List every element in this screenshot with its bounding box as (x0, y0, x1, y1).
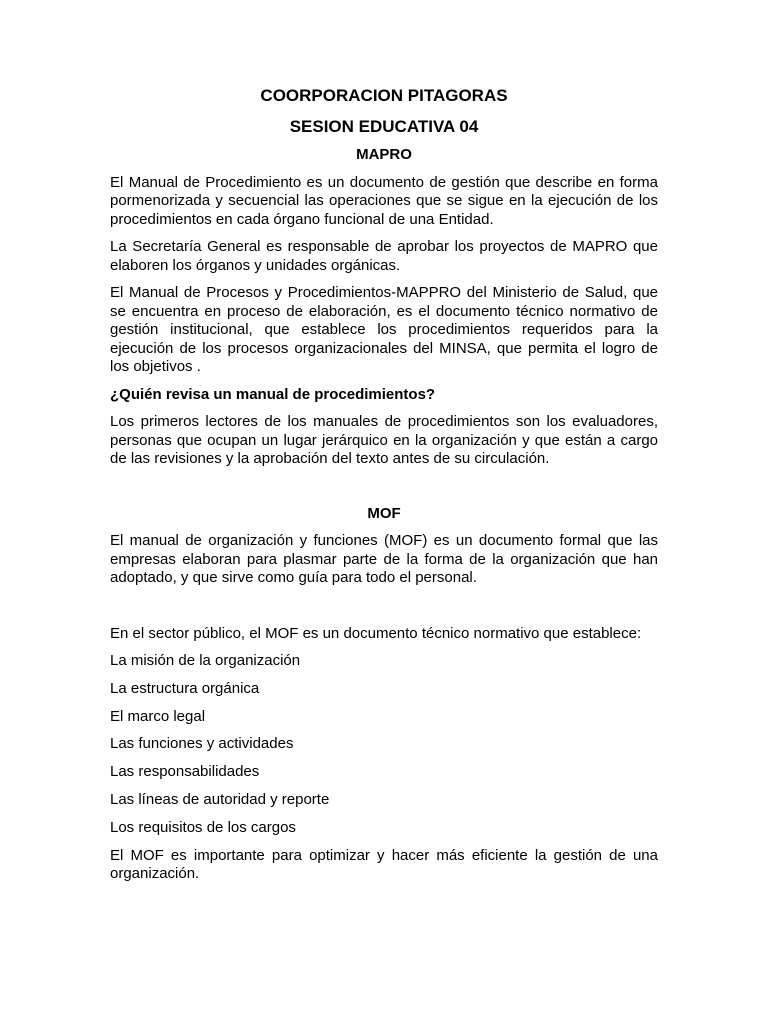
document-subtitle: SESION EDUCATIVA 04 (289, 117, 479, 136)
mof-list (110, 652, 658, 837)
paragraph: El Manual de Procesos y Procedimientos-MAPPRO del Ministerio de Salud, que se encuentra en proceso de elaboración, es el documento técnico normativo de gestión institucional, que establece los procedimientos requeridos para la ejecución de los procesos organizacionales del MINSA, que permita el logro de los objetivos . (110, 284, 658, 375)
paragraph: La Secretaría General es responsable de aprobar los proyectos de MAPRO que elaboren los órganos y unidades orgánicas. (110, 238, 658, 274)
paragraph: El Manual de Procedimiento es un documento de gestión que describe en forma pormenorizada y secuencial las operaciones que se sigue en la ejecución de los procedimientos en cada órgano funcional de una Entidad. (110, 173, 658, 228)
paragraph: El manual de organización y funciones (MOF) es un documento formal que las empresas elaboran para plasmar parte de la forma de la organización que han adoptado, y que sirve como guía para todo el personal. (110, 532, 658, 586)
list-item: El marco legal (110, 707, 206, 725)
section-mapro (110, 146, 658, 469)
section-heading-mapro: MAPRO (356, 146, 412, 163)
paragraph: En el sector público, el MOF es un documento técnico normativo que establece: (110, 624, 642, 642)
closing-paragraph: El MOF es importante para optimizar y hacer más eficiente la gestión de una organización. (110, 846, 658, 883)
answer-paragraph: Los primeros lectores de los manuales de procedimientos son los evaluadores, personas que ocupan un lugar jerárquico en la organización y que están a cargo de las revisiones y la aprobación del texto antes de su circulación. (110, 413, 658, 467)
list-item: La misión de la organización (110, 652, 301, 669)
section-mof (110, 505, 658, 884)
spacer (110, 478, 658, 505)
list-item: La estructura orgánica (110, 679, 260, 697)
section-heading-mof: MOF (367, 504, 401, 522)
document-title: COORPORACION PITAGORAS (260, 86, 508, 105)
question-heading: ¿Quién revisa un manual de procedimientos? (110, 385, 436, 403)
list-item: Las líneas de autoridad y reporte (110, 790, 330, 808)
list-item: Las funciones y actividades (110, 735, 294, 753)
list-item: Las responsabilidades (110, 763, 260, 781)
document-page (110, 86, 658, 893)
spacer (110, 597, 658, 625)
list-item: Los requisitos de los cargos (110, 818, 296, 836)
